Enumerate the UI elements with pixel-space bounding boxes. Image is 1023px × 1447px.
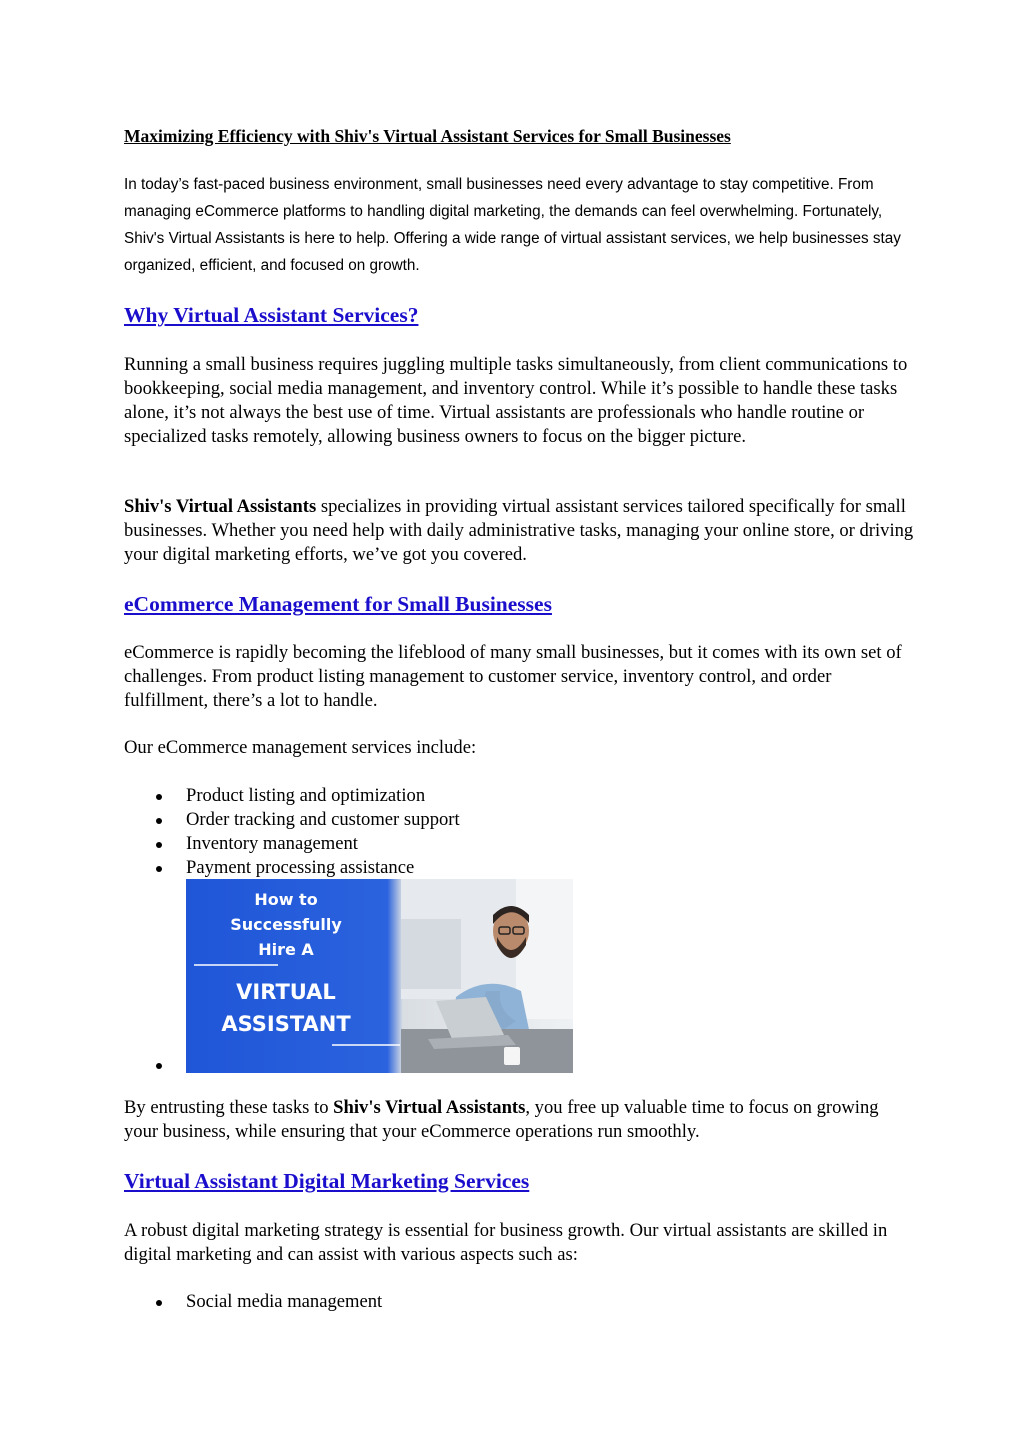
bullet-icon <box>156 794 162 800</box>
ecommerce-services-list <box>124 784 460 880</box>
bullet-icon <box>156 842 162 848</box>
bullet-icon <box>156 1063 162 1069</box>
marketing-services-list <box>124 1290 382 1314</box>
list-item: Payment processing assistance <box>124 856 460 880</box>
image-caption-small: How to Successfully Hire A <box>230 890 342 959</box>
why-paragraph-2-text: specializes in providing virtual assistant services tailored specifically for small businesses. Whether you need help with daily administrative tasks, managing your online store, or driving your digital marketing efforts, we’ve got you covered. <box>124 496 914 565</box>
bullet-icon <box>156 866 162 872</box>
heading-ecommerce-management[interactable]: eCommerce Management for Small Businesses <box>124 592 552 616</box>
why-paragraph-1: Running a small business requires juggling multiple tasks simultaneously, from client communications to bookkeeping, social media management, and inventory control. While it’s possible to handle these tasks alone, it’s not always the best use of time. Virtual assistants are professionals who handle routine or specialized tasks remotely, allowing business owners to focus on the bigger picture. <box>124 354 908 447</box>
list-item: Inventory management <box>124 832 460 856</box>
why-paragraph-2 <box>124 495 914 567</box>
list-item: Social media management <box>124 1290 382 1314</box>
list-item: Product listing and optimization <box>124 784 460 808</box>
intro-paragraph: In today’s fast-paced business environment, small businesses need every advantage to stay competitive. From managing eCommerce platforms to handling digital marketing, the demands can feel overwhelming. Fortunately, Shiv's Virtual Assistants is here to help. Offering a wide range of virtual assistant services, we help businesses stay organized, efficient, and focused on growth. <box>124 176 901 274</box>
document-title: Maximizing Efficiency with Shiv's Virtual Assistant Services for Small Businesses <box>124 126 731 146</box>
bullet-icon <box>156 818 162 824</box>
brand-name-bold: Shiv's Virtual Assistants <box>124 496 317 517</box>
ecommerce-paragraph-3: By entrusting these tasks to Shiv's Virtual Assistants, you free up valuable time to focus on growing your business, while ensuring that your eCommerce operations run smoothly. <box>124 1097 879 1142</box>
heading-why-virtual-assistant[interactable]: Why Virtual Assistant Services? <box>124 303 419 327</box>
hire-virtual-assistant-image <box>186 879 573 1073</box>
bullet-icon <box>156 1300 162 1306</box>
marketing-paragraph-1: A robust digital marketing strategy is essential for business growth. Our virtual assistants are skilled in digital marketing and can assist with various aspects such as: <box>124 1220 888 1265</box>
ecommerce-paragraph-2: Our eCommerce management services include: <box>124 737 477 758</box>
heading-digital-marketing[interactable]: Virtual Assistant Digital Marketing Services <box>124 1169 530 1193</box>
list-item: Order tracking and customer support <box>124 808 460 832</box>
image-caption-large: VIRTUAL ASSISTANT <box>221 980 351 1036</box>
ecommerce-paragraph-1: eCommerce is rapidly becoming the lifeblood of many small businesses, but it comes with its own set of challenges. From product listing management to customer service, inventory control, and order fulfillment, there’s a lot to handle. <box>124 642 902 711</box>
brand-name-bold: Shiv's Virtual Assistants <box>333 1097 526 1118</box>
